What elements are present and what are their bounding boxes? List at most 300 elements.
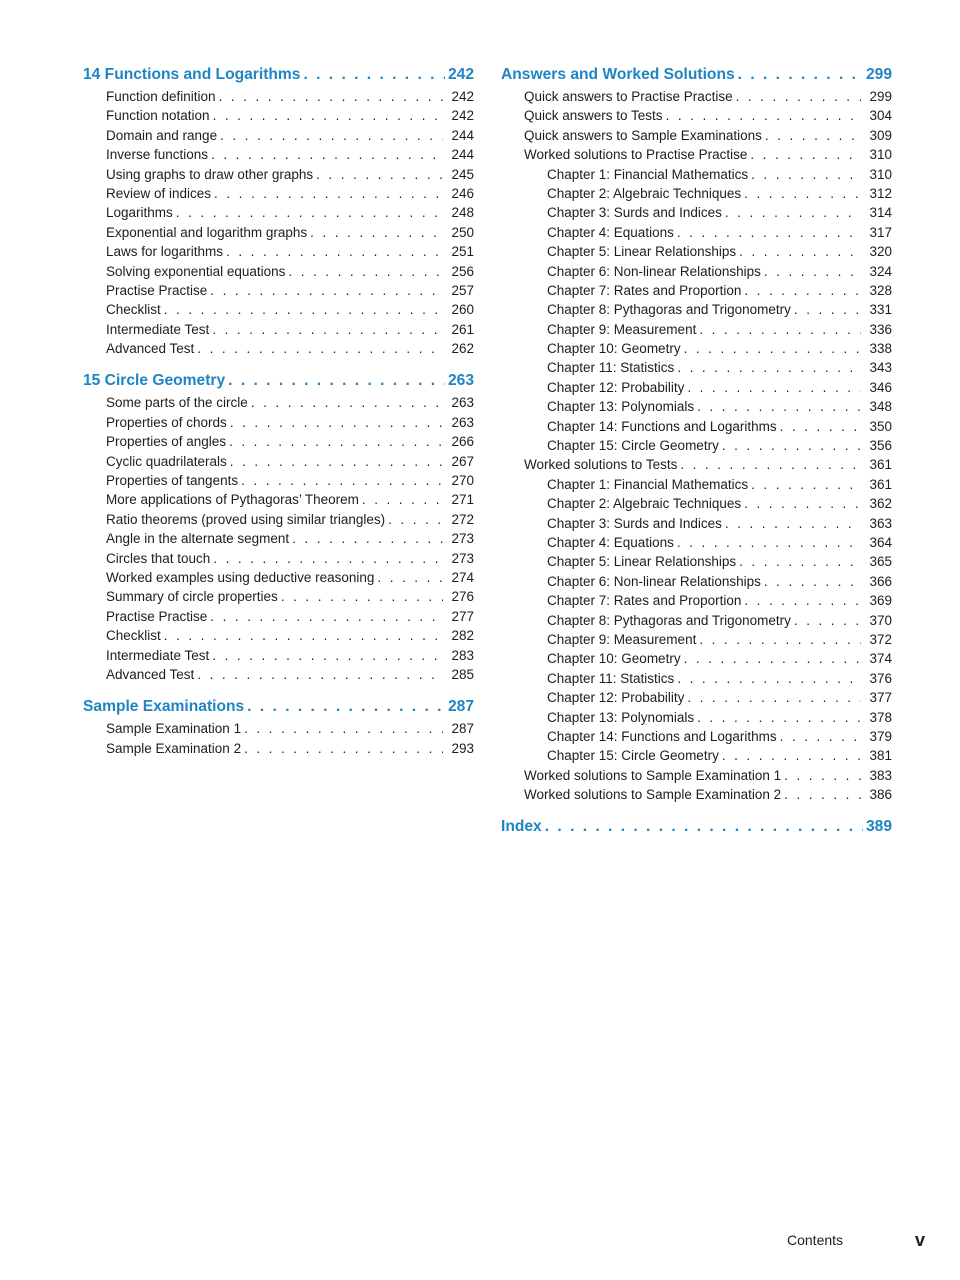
toc-entry-page: 362 — [869, 496, 892, 512]
toc-entry-page: 244 — [451, 127, 474, 143]
toc-section-answers-and-worked-solutions — [501, 64, 892, 804]
toc-entry-page: 276 — [451, 589, 474, 605]
toc-entry[interactable] — [83, 719, 474, 738]
toc-subentry[interactable] — [501, 475, 892, 494]
dot-leader — [303, 64, 445, 86]
dot-leader — [388, 510, 443, 529]
toc-entry-title: Chapter 14: Functions and Logarithms — [547, 418, 777, 434]
toc-entry-page: 270 — [451, 473, 474, 489]
dot-leader — [680, 455, 861, 474]
toc-section-sample-examinations — [83, 696, 474, 758]
dot-leader — [736, 87, 861, 106]
toc-entry[interactable] — [83, 339, 474, 358]
toc-entry-page: 383 — [869, 767, 892, 783]
dot-leader — [220, 126, 443, 145]
dot-leader — [241, 471, 443, 490]
toc-heading-page: 299 — [865, 66, 892, 83]
toc-entry-page: 250 — [451, 224, 474, 240]
toc-subentry[interactable] — [501, 223, 892, 242]
toc-entry-page: 366 — [869, 573, 892, 589]
toc-entry-page: 310 — [869, 166, 892, 182]
toc-entry-page: 369 — [869, 593, 892, 609]
dot-leader — [794, 300, 861, 319]
toc-heading-page: 287 — [447, 698, 474, 716]
toc-subentry[interactable] — [501, 514, 892, 533]
toc-entry-title: Chapter 9: Measurement — [547, 321, 697, 337]
toc-entry-page: 328 — [869, 282, 892, 298]
toc-entry-title: Quick answers to Sample Examinations — [524, 127, 762, 143]
dot-leader — [744, 184, 861, 203]
toc-entry-title: Function definition — [106, 89, 216, 104]
dot-leader — [725, 203, 861, 222]
toc-subentry[interactable] — [501, 262, 892, 281]
dot-leader — [316, 165, 443, 184]
toc-entry[interactable] — [83, 242, 474, 261]
dot-leader — [211, 145, 443, 164]
toc-entry-title: Review of indices — [106, 185, 212, 201]
toc-heading-page: 389 — [865, 818, 892, 836]
toc-entry[interactable] — [83, 665, 474, 684]
toc-entry-title: Worked solutions to Tests — [524, 457, 678, 473]
dot-leader — [212, 320, 443, 339]
toc-heading-page: 242 — [447, 66, 474, 83]
toc-heading-title: Index — [501, 818, 542, 836]
toc-entry-page: 282 — [451, 628, 474, 644]
toc-entry[interactable] — [501, 455, 892, 474]
dot-leader — [164, 300, 443, 319]
dot-leader — [214, 184, 443, 203]
dot-leader — [794, 611, 861, 630]
toc-entry[interactable] — [83, 510, 474, 529]
toc-entry[interactable] — [83, 126, 474, 145]
toc-entry[interactable] — [83, 739, 474, 758]
toc-entry-title: Chapter 13: Polynomials — [547, 399, 695, 415]
toc-entry-page: 248 — [451, 205, 474, 221]
toc-entry-page: 262 — [451, 341, 474, 357]
toc-entry-title: Chapter 2: Algebraic Techniques — [547, 185, 742, 201]
toc-entry-title: Chapter 7: Rates and Proportion — [547, 593, 742, 609]
dot-leader — [281, 587, 443, 606]
toc-entry-title: Chapter 8: Pythagoras and Trigonometry — [547, 612, 791, 628]
toc-entry-title: Intermediate Test — [106, 321, 210, 337]
toc-subentry[interactable] — [501, 358, 892, 377]
toc-entry-title: Sample Examination 1 — [106, 721, 242, 737]
dot-leader — [751, 165, 861, 184]
toc-entry[interactable] — [83, 393, 474, 412]
toc-entry-title: Practise Practise — [106, 282, 208, 298]
toc-entry-page: 245 — [451, 166, 474, 182]
toc-entry-title: Practise Practise — [106, 608, 208, 624]
dot-leader — [210, 607, 443, 626]
toc-entry-page: 350 — [869, 418, 892, 434]
dot-leader — [684, 649, 861, 668]
dot-leader — [784, 785, 861, 804]
toc-entry-title: Worked examples using deductive reasoning — [106, 569, 375, 585]
dot-leader — [677, 223, 861, 242]
toc-entry-title: Worked solutions to Sample Examination 1 — [524, 767, 782, 783]
dot-leader — [725, 514, 861, 533]
toc-entry[interactable] — [83, 549, 474, 568]
toc-entry-title: Chapter 12: Probability — [547, 379, 685, 395]
toc-subentry[interactable] — [501, 708, 892, 727]
toc-entry[interactable] — [83, 452, 474, 471]
toc-entry[interactable] — [83, 165, 474, 184]
dot-leader — [738, 64, 863, 86]
dot-leader — [310, 223, 443, 242]
toc-subentry[interactable] — [501, 417, 892, 436]
toc-entry[interactable] — [83, 281, 474, 300]
toc-entry-page: 273 — [451, 550, 474, 566]
toc-entry[interactable] — [83, 145, 474, 164]
toc-entry-page: 242 — [451, 108, 474, 124]
dot-leader — [687, 378, 861, 397]
toc-entry-title: Chapter 6: Non-linear Relationships — [547, 573, 761, 589]
toc-entry-page: 263 — [451, 395, 474, 411]
dot-leader — [210, 281, 443, 300]
dot-leader — [251, 393, 443, 412]
dot-leader — [213, 106, 443, 125]
toc-entry-title: Laws for logarithms — [106, 244, 224, 260]
toc-heading[interactable] — [83, 64, 474, 86]
toc-subentry[interactable] — [501, 397, 892, 416]
dot-leader — [213, 549, 443, 568]
dot-leader — [164, 626, 443, 645]
toc-entry-page: 386 — [869, 787, 892, 803]
toc-entry-title: Worked solutions to Sample Examination 2 — [524, 787, 782, 803]
toc-entry-page: 338 — [869, 341, 892, 357]
toc-entry-title: Inverse functions — [106, 147, 209, 163]
toc-entry-page: 277 — [451, 608, 474, 624]
toc-entry-page: 256 — [451, 263, 474, 279]
dot-leader — [744, 281, 861, 300]
dot-leader — [247, 696, 445, 718]
toc-entry-title: Solving exponential equations — [106, 263, 286, 279]
toc-entry-title: Cyclic quadrilaterals — [106, 453, 227, 469]
toc-entry-page: 356 — [869, 438, 892, 454]
dot-leader — [545, 816, 863, 838]
toc-entry-title: Chapter 3: Surds and Indices — [547, 205, 722, 221]
toc-entry-page: 293 — [451, 740, 474, 756]
dot-leader — [677, 358, 861, 377]
dot-leader — [176, 203, 443, 222]
toc-entry-page: 331 — [869, 302, 892, 318]
toc-entry-page: 273 — [451, 531, 474, 547]
dot-leader — [750, 145, 861, 164]
toc-entry[interactable] — [83, 607, 474, 626]
dot-leader — [677, 669, 861, 688]
toc-entry-title: Checklist — [106, 628, 161, 644]
toc-entry-page: 261 — [451, 321, 474, 337]
toc-entry[interactable] — [83, 432, 474, 451]
toc-subentry[interactable] — [501, 184, 892, 203]
toc-entry[interactable] — [83, 106, 474, 125]
toc-section-14-functions-and-logarithms — [83, 64, 474, 358]
toc-entry[interactable] — [83, 626, 474, 645]
toc-subentry[interactable] — [501, 630, 892, 649]
dot-leader — [764, 262, 861, 281]
dot-leader — [288, 262, 443, 281]
toc-entry-page: 361 — [869, 457, 892, 473]
toc-entry-title: Chapter 4: Equations — [547, 224, 674, 240]
toc-entry-title: Chapter 15: Circle Geometry — [547, 748, 719, 764]
toc-entry-page: 272 — [451, 511, 474, 527]
toc-entry-title: Chapter 6: Non-linear Relationships — [547, 263, 761, 279]
dot-leader — [377, 568, 443, 587]
toc-heading[interactable] — [501, 64, 892, 86]
toc-entry[interactable] — [83, 471, 474, 490]
dot-leader — [230, 413, 443, 432]
toc-entry-page: 379 — [869, 728, 892, 744]
toc-entry-title: Sample Examination 2 — [106, 740, 242, 756]
toc-entry[interactable] — [83, 184, 474, 203]
dot-leader — [697, 397, 861, 416]
dot-leader — [244, 719, 443, 738]
toc-entry-title: Function notation — [106, 108, 210, 124]
toc-entry-page: 310 — [869, 147, 892, 163]
toc-subentry[interactable] — [501, 242, 892, 261]
toc-entry-title: Worked solutions to Practise Practise — [524, 147, 748, 163]
toc-entry-title: Chapter 11: Statistics — [547, 670, 675, 686]
toc-entry-title: More applications of Pythagoras’ Theorem — [106, 492, 359, 508]
toc-entry[interactable] — [83, 646, 474, 665]
toc-entry-title: Chapter 1: Financial Mathematics — [547, 166, 749, 182]
dot-leader — [219, 87, 443, 106]
toc-entry-title: Chapter 14: Functions and Logarithms — [547, 728, 777, 744]
toc-entry-title: Chapter 5: Linear Relationships — [547, 554, 737, 570]
toc-entry-title: Some parts of the circle — [106, 395, 248, 411]
dot-leader — [780, 727, 861, 746]
toc-heading[interactable] — [501, 816, 892, 838]
toc-entry-title: Chapter 10: Geometry — [547, 651, 681, 667]
footer-section-label: Contents — [787, 1232, 844, 1248]
toc-entry-title: Logarithms — [106, 205, 173, 221]
toc-entry-page: 343 — [869, 360, 892, 376]
toc-subentry[interactable] — [501, 552, 892, 571]
toc-entry-page: 381 — [869, 748, 892, 764]
toc-entry[interactable] — [83, 300, 474, 319]
dot-leader — [229, 432, 443, 451]
toc-subentry[interactable] — [501, 572, 892, 591]
dot-leader — [228, 370, 445, 392]
toc-heading-title: Answers and Worked Solutions — [501, 66, 735, 83]
toc-subentry[interactable] — [501, 165, 892, 184]
toc-entry-title: Using graphs to draw other graphs — [106, 166, 314, 182]
toc-section-index — [501, 816, 892, 838]
toc-entry[interactable] — [83, 262, 474, 281]
dot-leader — [697, 708, 861, 727]
toc-entry[interactable] — [83, 490, 474, 509]
toc-subentry[interactable] — [501, 494, 892, 513]
dot-leader — [744, 591, 861, 610]
toc-entry-page: 263 — [451, 414, 474, 430]
dot-leader — [780, 417, 861, 436]
dot-leader — [197, 339, 443, 358]
toc-entry-title: Angle in the alternate segment — [106, 531, 290, 547]
toc-entry-title: Checklist — [106, 302, 161, 318]
toc-entry-page: 314 — [869, 205, 892, 221]
toc-entry-page: 274 — [451, 569, 474, 585]
toc-entry-page: 374 — [869, 651, 892, 667]
toc-entry-title: Chapter 7: Rates and Proportion — [547, 282, 742, 298]
toc-entry-title: Chapter 8: Pythagoras and Trigonometry — [547, 302, 791, 318]
toc-entry-page: 299 — [869, 89, 892, 104]
footer-page-number: v — [915, 1230, 926, 1250]
toc-entry-page: 365 — [869, 554, 892, 570]
toc-entry-title: Chapter 5: Linear Relationships — [547, 244, 737, 260]
toc-subentry[interactable] — [501, 300, 892, 319]
dot-leader — [765, 126, 861, 145]
dot-leader — [677, 533, 861, 552]
toc-entry-title: Chapter 9: Measurement — [547, 631, 697, 647]
toc-subentry[interactable] — [501, 436, 892, 455]
toc-entry-title: Properties of angles — [106, 434, 227, 450]
dot-leader — [751, 475, 861, 494]
dot-leader — [764, 572, 861, 591]
dot-leader — [784, 766, 861, 785]
dot-leader — [699, 630, 861, 649]
toc-subentry[interactable] — [501, 688, 892, 707]
toc-entry[interactable] — [83, 587, 474, 606]
toc-right-column — [501, 64, 892, 850]
toc-entry-title: Chapter 1: Financial Mathematics — [547, 476, 749, 492]
toc-entry-page: 287 — [451, 721, 474, 737]
toc-entry[interactable] — [501, 766, 892, 785]
toc-left-column — [83, 64, 474, 770]
toc-entry-page: 260 — [451, 302, 474, 318]
toc-entry-title: Circles that touch — [106, 550, 211, 566]
toc-entry[interactable] — [501, 87, 892, 106]
toc-entry-title: Summary of circle properties — [106, 589, 278, 605]
toc-subentry[interactable] — [501, 649, 892, 668]
toc-entry-title: Intermediate Test — [106, 647, 210, 663]
toc-entry-page: 361 — [869, 476, 892, 492]
dot-leader — [197, 665, 443, 684]
toc-subentry[interactable] — [501, 727, 892, 746]
toc-entry-page: 246 — [451, 185, 474, 201]
toc-heading-page: 263 — [447, 372, 474, 390]
toc-entry-page: 372 — [869, 631, 892, 647]
toc-heading[interactable] — [83, 696, 474, 718]
toc-entry-title: Chapter 11: Statistics — [547, 360, 675, 376]
toc-subentry[interactable] — [501, 320, 892, 339]
toc-entry-title: Chapter 4: Equations — [547, 534, 674, 550]
toc-entry-title: Advanced Test — [106, 341, 195, 357]
toc-subentry[interactable] — [501, 281, 892, 300]
toc-entry-page: 336 — [869, 321, 892, 337]
dot-leader — [212, 646, 443, 665]
toc-section-15-circle-geometry — [83, 370, 474, 684]
toc-entry-title: Chapter 3: Surds and Indices — [547, 515, 722, 531]
toc-entry-page: 377 — [869, 690, 892, 706]
toc-entry-title: Properties of chords — [106, 414, 227, 430]
toc-entry[interactable] — [83, 320, 474, 339]
toc-entry[interactable] — [501, 126, 892, 145]
toc-entry[interactable] — [501, 145, 892, 164]
toc-subentry[interactable] — [501, 611, 892, 630]
toc-entry-title: Chapter 10: Geometry — [547, 341, 681, 357]
toc-entry-page: 304 — [869, 108, 892, 124]
toc-subentry[interactable] — [501, 378, 892, 397]
toc-subentry[interactable] — [501, 669, 892, 688]
toc-entry-page: 317 — [869, 224, 892, 240]
toc-entry-page: 312 — [869, 185, 892, 201]
dot-leader — [722, 436, 861, 455]
dot-leader — [687, 688, 861, 707]
toc-subentry[interactable] — [501, 533, 892, 552]
toc-entry-page: 346 — [869, 379, 892, 395]
dot-leader — [230, 452, 443, 471]
dot-leader — [699, 320, 861, 339]
toc-entry-page: 285 — [451, 666, 474, 682]
toc-heading[interactable] — [83, 370, 474, 392]
toc-subentry[interactable] — [501, 746, 892, 765]
toc-entry-page: 257 — [451, 282, 474, 298]
toc-entry[interactable] — [83, 87, 474, 106]
toc-entry-title: Exponential and logarithm graphs — [106, 224, 308, 240]
toc-entry-page: 244 — [451, 147, 474, 163]
toc-entry[interactable] — [83, 223, 474, 242]
toc-subentry[interactable] — [501, 339, 892, 358]
dot-leader — [362, 490, 443, 509]
dot-leader — [666, 106, 861, 125]
toc-entry-page: 309 — [869, 127, 892, 143]
toc-subentry[interactable] — [501, 203, 892, 222]
toc-entry-title: Chapter 15: Circle Geometry — [547, 438, 719, 454]
toc-entry[interactable] — [501, 106, 892, 125]
toc-entry[interactable] — [83, 413, 474, 432]
toc-entry-title: Advanced Test — [106, 666, 195, 682]
dot-leader — [684, 339, 861, 358]
toc-entry-title: Chapter 13: Polynomials — [547, 709, 695, 725]
toc-entry-page: 266 — [451, 434, 474, 450]
toc-entry-title: Chapter 12: Probability — [547, 690, 685, 706]
toc-entry[interactable] — [83, 568, 474, 587]
toc-entry-page: 320 — [869, 244, 892, 260]
toc-entry-page: 324 — [869, 263, 892, 279]
toc-entry-page: 370 — [869, 612, 892, 628]
toc-entry-title: Ratio theorems (proved using similar triangles) — [106, 511, 386, 527]
toc-entry[interactable] — [83, 203, 474, 222]
toc-heading-title: 15 Circle Geometry — [83, 372, 226, 390]
dot-leader — [226, 242, 443, 261]
toc-entry-page: 271 — [451, 492, 474, 508]
toc-entry-page: 267 — [451, 453, 474, 469]
toc-entry-page: 348 — [869, 399, 892, 415]
toc-entry-page: 376 — [869, 670, 892, 686]
dot-leader — [739, 242, 861, 261]
toc-entry-page: 364 — [869, 534, 892, 550]
toc-entry-page: 363 — [869, 515, 892, 531]
toc-entry-page: 283 — [451, 647, 474, 663]
toc-entry[interactable] — [501, 785, 892, 804]
toc-entry-page: 378 — [869, 709, 892, 725]
toc-entry-title: Quick answers to Practise Practise — [524, 89, 733, 104]
toc-heading-title: Sample Examinations — [83, 698, 245, 716]
toc-entry-page: 242 — [451, 89, 474, 104]
toc-subentry[interactable] — [501, 591, 892, 610]
dot-leader — [244, 739, 443, 758]
dot-leader — [744, 494, 861, 513]
toc-entry[interactable] — [83, 529, 474, 548]
toc-entry-title: Properties of tangents — [106, 473, 239, 489]
dot-leader — [292, 529, 443, 548]
toc-entry-title: Quick answers to Tests — [524, 108, 663, 124]
toc-entry-title: Chapter 2: Algebraic Techniques — [547, 496, 742, 512]
dot-leader — [722, 746, 861, 765]
toc-heading-title: 14 Functions and Logarithms — [83, 66, 301, 83]
toc-entry-title: Domain and range — [106, 127, 218, 143]
dot-leader — [739, 552, 861, 571]
